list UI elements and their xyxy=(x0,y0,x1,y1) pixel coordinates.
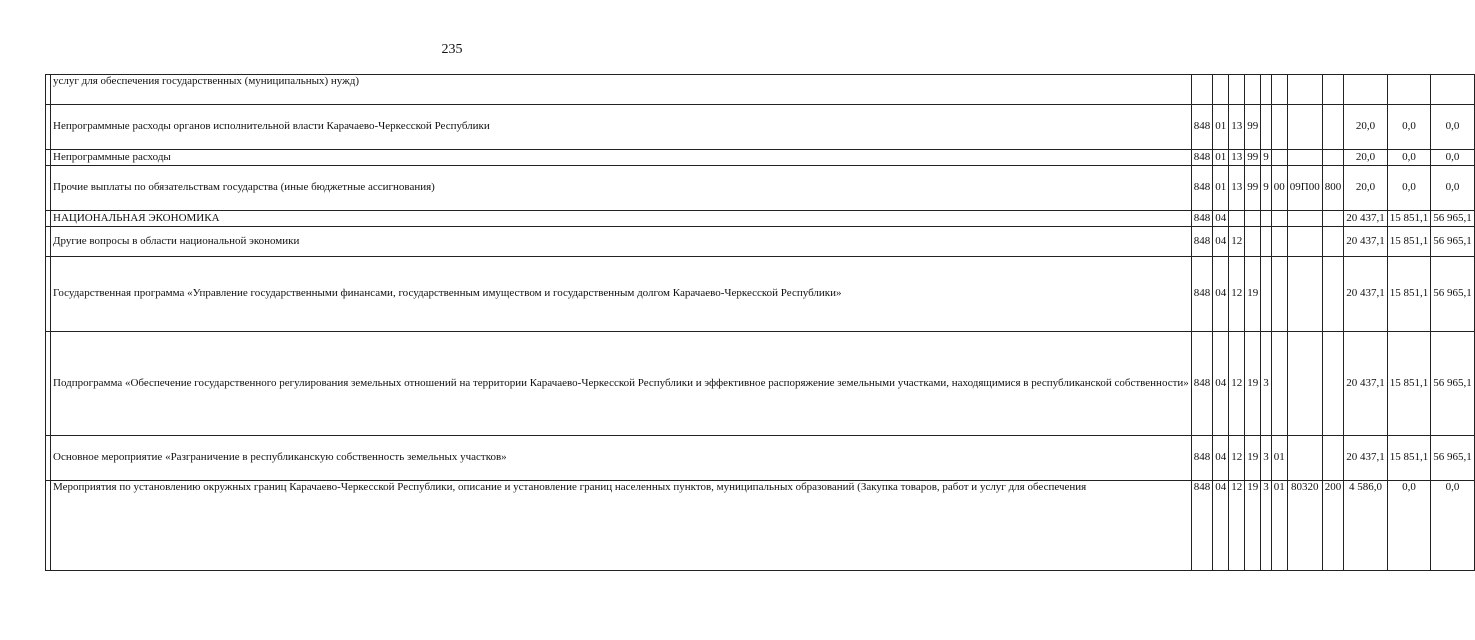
expense-type-code-cell: 200 xyxy=(1322,481,1344,571)
amount-year2-cell: 0,0 xyxy=(1387,150,1431,166)
event-code-cell: 00 xyxy=(1271,166,1287,211)
program-code-cell: 99 xyxy=(1245,166,1261,211)
amount-year1-cell: 20 437,1 xyxy=(1344,211,1388,227)
section-code-cell: 04 xyxy=(1213,257,1229,332)
amount-year1-cell: 4 586,0 xyxy=(1344,481,1388,571)
program-code-cell xyxy=(1245,211,1261,227)
event-code-cell xyxy=(1271,332,1287,436)
program-code-cell: 19 xyxy=(1245,257,1261,332)
amount-year2-cell: 15 851,1 xyxy=(1387,257,1431,332)
amount-year3-cell: 0,0 xyxy=(1431,150,1475,166)
subsection-code-cell: 13 xyxy=(1229,105,1245,150)
event-code-cell: 01 xyxy=(1271,436,1287,481)
amount-year2-cell: 15 851,1 xyxy=(1387,332,1431,436)
amount-year2-cell: 0,0 xyxy=(1387,166,1431,211)
amount-year3-cell: 0,0 xyxy=(1431,166,1475,211)
event-code-cell xyxy=(1271,75,1287,105)
subsection-code-cell: 12 xyxy=(1229,332,1245,436)
ministry-code-cell xyxy=(1191,75,1213,105)
table-row xyxy=(46,75,1475,105)
ministry-code-cell: 848 xyxy=(1191,227,1213,257)
section-code-cell: 04 xyxy=(1213,332,1229,436)
table-row xyxy=(46,257,1475,332)
table-row xyxy=(46,481,1475,571)
subprogram-code-cell xyxy=(1261,227,1272,257)
program-code-cell: 19 xyxy=(1245,332,1261,436)
amount-year3-cell: 56 965,1 xyxy=(1431,257,1475,332)
amount-year3-cell: 0,0 xyxy=(1431,481,1475,571)
ministry-code-cell: 848 xyxy=(1191,332,1213,436)
event-code-cell: 01 xyxy=(1271,481,1287,571)
amount-year2-cell: 0,0 xyxy=(1387,481,1431,571)
item-name-cell: Подпрограмма «Обеспечение государственного регулирования земельных отношений на территории Карачаево-Черкесской Республики и эффективное распоряжение земельными участками, находящимися в республиканской собственности» xyxy=(51,332,1192,436)
ministry-code-cell: 848 xyxy=(1191,481,1213,571)
item-name-cell: Непрограммные расходы xyxy=(51,150,1192,166)
section-code-cell: 04 xyxy=(1213,436,1229,481)
item-name-cell: услуг для обеспечения государственных (муниципальных) нужд) xyxy=(51,75,1192,105)
amount-year1-cell: 20,0 xyxy=(1344,166,1388,211)
event-code-cell xyxy=(1271,150,1287,166)
subprogram-code-cell: 3 xyxy=(1261,436,1272,481)
section-code-cell: 04 xyxy=(1213,211,1229,227)
target-article-code-cell xyxy=(1287,75,1322,105)
table-row xyxy=(46,436,1475,481)
target-article-code-cell: 09П00 xyxy=(1287,166,1322,211)
ministry-code-cell: 848 xyxy=(1191,166,1213,211)
amount-year3-cell xyxy=(1431,75,1475,105)
subprogram-code-cell: 9 xyxy=(1261,166,1272,211)
amount-year3-cell: 56 965,1 xyxy=(1431,436,1475,481)
subsection-code-cell: 13 xyxy=(1229,150,1245,166)
amount-year2-cell xyxy=(1387,75,1431,105)
table-body xyxy=(46,75,1475,571)
target-article-code-cell xyxy=(1287,211,1322,227)
target-article-code-cell xyxy=(1287,436,1322,481)
target-article-code-cell xyxy=(1287,105,1322,150)
amount-year2-cell: 15 851,1 xyxy=(1387,227,1431,257)
amount-year1-cell: 20 437,1 xyxy=(1344,436,1388,481)
subsection-code-cell: 12 xyxy=(1229,227,1245,257)
section-code-cell: 04 xyxy=(1213,227,1229,257)
expense-type-code-cell xyxy=(1322,227,1344,257)
program-code-cell xyxy=(1245,75,1261,105)
expense-type-code-cell xyxy=(1322,150,1344,166)
target-article-code-cell xyxy=(1287,332,1322,436)
ministry-code-cell: 848 xyxy=(1191,257,1213,332)
expense-type-code-cell xyxy=(1322,436,1344,481)
section-code-cell: 01 xyxy=(1213,166,1229,211)
amount-year1-cell xyxy=(1344,75,1388,105)
amount-year2-cell: 0,0 xyxy=(1387,105,1431,150)
amount-year3-cell: 0,0 xyxy=(1431,105,1475,150)
expense-type-code-cell xyxy=(1322,75,1344,105)
event-code-cell xyxy=(1271,105,1287,150)
target-article-code-cell: 80320 xyxy=(1287,481,1322,571)
subsection-code-cell xyxy=(1229,211,1245,227)
amount-year3-cell: 56 965,1 xyxy=(1431,332,1475,436)
ministry-code-cell: 848 xyxy=(1191,211,1213,227)
page-number: 235 xyxy=(441,42,463,57)
amount-year1-cell: 20 437,1 xyxy=(1344,227,1388,257)
ministry-code-cell: 848 xyxy=(1191,105,1213,150)
target-article-code-cell xyxy=(1287,257,1322,332)
subprogram-code-cell: 3 xyxy=(1261,481,1272,571)
budget-table xyxy=(45,74,1475,571)
table-row xyxy=(46,227,1475,257)
section-code-cell xyxy=(1213,75,1229,105)
table-row xyxy=(46,105,1475,150)
event-code-cell xyxy=(1271,257,1287,332)
table-row xyxy=(46,211,1475,227)
item-name-cell: Государственная программа «Управление государственными финансами, государственным имуществом и государственным долгом Карачаево-Черкесской Республики» xyxy=(51,257,1192,332)
table-row xyxy=(46,332,1475,436)
subprogram-code-cell: 3 xyxy=(1261,332,1272,436)
expense-type-code-cell xyxy=(1322,332,1344,436)
expense-type-code-cell xyxy=(1322,105,1344,150)
amount-year1-cell: 20,0 xyxy=(1344,105,1388,150)
subprogram-code-cell xyxy=(1261,105,1272,150)
item-name-cell: Мероприятия по установлению окружных границ Карачаево-Черкесской Республики, описание и установление границ населенных пунктов, муниципальных образований (Закупка товаров, работ и услуг для обеспечения xyxy=(51,481,1192,571)
subprogram-code-cell xyxy=(1261,211,1272,227)
item-name-cell: Другие вопросы в области национальной экономики xyxy=(51,227,1192,257)
table-row xyxy=(46,166,1475,211)
event-code-cell xyxy=(1271,227,1287,257)
program-code-cell: 19 xyxy=(1245,436,1261,481)
subsection-code-cell: 12 xyxy=(1229,257,1245,332)
event-code-cell xyxy=(1271,211,1287,227)
program-code-cell: 19 xyxy=(1245,481,1261,571)
target-article-code-cell xyxy=(1287,227,1322,257)
section-code-cell: 04 xyxy=(1213,481,1229,571)
program-code-cell xyxy=(1245,227,1261,257)
amount-year3-cell: 56 965,1 xyxy=(1431,227,1475,257)
table-row xyxy=(46,150,1475,166)
amount-year2-cell: 15 851,1 xyxy=(1387,436,1431,481)
amount-year3-cell: 56 965,1 xyxy=(1431,211,1475,227)
ministry-code-cell: 848 xyxy=(1191,436,1213,481)
expense-type-code-cell: 800 xyxy=(1322,166,1344,211)
section-code-cell: 01 xyxy=(1213,150,1229,166)
subsection-code-cell xyxy=(1229,75,1245,105)
expense-type-code-cell xyxy=(1322,257,1344,332)
ministry-code-cell: 848 xyxy=(1191,150,1213,166)
subprogram-code-cell: 9 xyxy=(1261,150,1272,166)
subsection-code-cell: 12 xyxy=(1229,436,1245,481)
section-code-cell: 01 xyxy=(1213,105,1229,150)
item-name-cell: НАЦИОНАЛЬНАЯ ЭКОНОМИКА xyxy=(51,211,1192,227)
item-name-cell: Непрограммные расходы органов исполнительной власти Карачаево-Черкесской Республики xyxy=(51,105,1192,150)
program-code-cell: 99 xyxy=(1245,150,1261,166)
subsection-code-cell: 12 xyxy=(1229,481,1245,571)
subsection-code-cell: 13 xyxy=(1229,166,1245,211)
subprogram-code-cell xyxy=(1261,257,1272,332)
amount-year1-cell: 20 437,1 xyxy=(1344,257,1388,332)
target-article-code-cell xyxy=(1287,150,1322,166)
item-name-cell: Основное мероприятие «Разграничение в республиканскую собственность земельных участков» xyxy=(51,436,1192,481)
subprogram-code-cell xyxy=(1261,75,1272,105)
item-name-cell: Прочие выплаты по обязательствам государства (иные бюджетные ассигнования) xyxy=(51,166,1192,211)
amount-year2-cell: 15 851,1 xyxy=(1387,211,1431,227)
expense-type-code-cell xyxy=(1322,211,1344,227)
amount-year1-cell: 20,0 xyxy=(1344,150,1388,166)
amount-year1-cell: 20 437,1 xyxy=(1344,332,1388,436)
program-code-cell: 99 xyxy=(1245,105,1261,150)
